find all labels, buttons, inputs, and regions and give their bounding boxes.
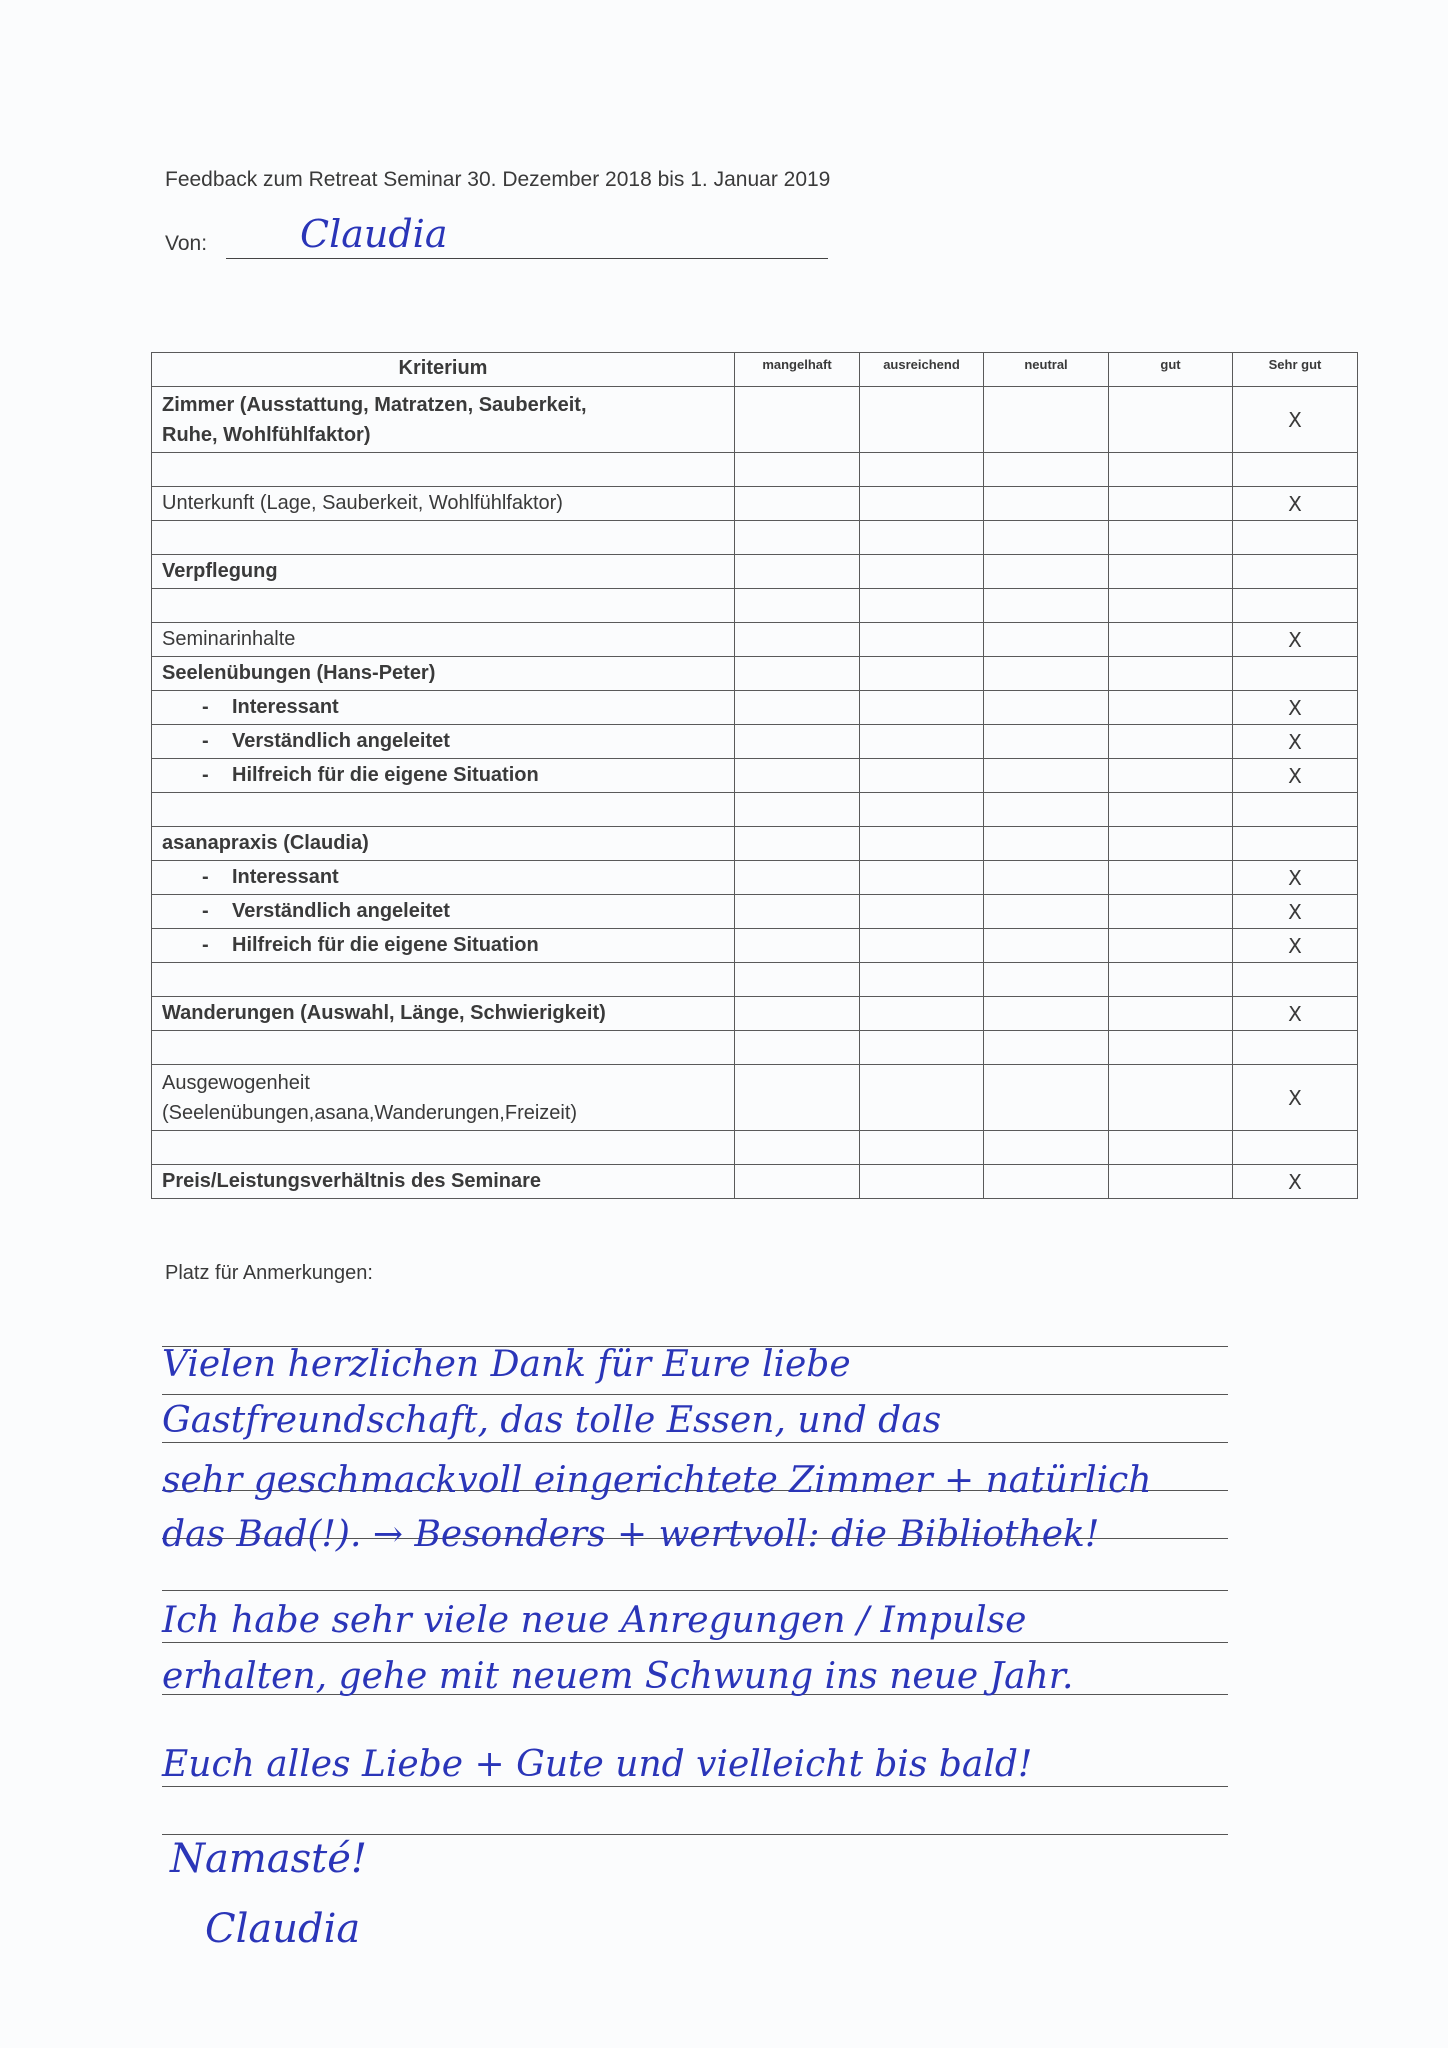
rating-mark-sehr-gut bbox=[1233, 1131, 1358, 1165]
criterion-cell: Wanderungen (Auswahl, Länge, Schwierigkeit) bbox=[152, 997, 735, 1031]
header-mangelhaft: mangelhaft bbox=[735, 353, 860, 387]
table-row bbox=[152, 759, 1358, 793]
rating-cell-gut bbox=[1109, 725, 1233, 759]
criterion-cell bbox=[152, 929, 735, 963]
rating-cell-mangelhaft bbox=[735, 487, 860, 521]
von-underline bbox=[226, 258, 828, 259]
rating-cell-ausreichend bbox=[860, 1065, 984, 1131]
note-rule bbox=[162, 1394, 1228, 1395]
rating-cell-ausreichend bbox=[860, 861, 984, 895]
rating-cell-gut bbox=[1109, 487, 1233, 521]
rating-cell-neutral bbox=[984, 861, 1109, 895]
rating-cell-neutral bbox=[984, 589, 1109, 623]
rating-mark-sehr-gut: X bbox=[1233, 929, 1358, 963]
rating-cell-gut bbox=[1109, 1131, 1233, 1165]
rating-cell-neutral bbox=[984, 929, 1109, 963]
note-line: Vielen herzlichen Dank für Eure liebe bbox=[162, 1344, 851, 1385]
criterion-label-2: Ruhe, Wohlfühlfaktor) bbox=[162, 423, 371, 446]
table-row bbox=[152, 691, 1358, 725]
bullet-dash: - bbox=[202, 764, 209, 786]
rating-cell-mangelhaft bbox=[735, 861, 860, 895]
rating-cell-neutral bbox=[984, 963, 1109, 997]
rating-mark-sehr-gut: X bbox=[1233, 725, 1358, 759]
rating-cell-neutral bbox=[984, 895, 1109, 929]
rating-cell-mangelhaft bbox=[735, 725, 860, 759]
rating-cell-neutral bbox=[984, 387, 1109, 453]
criterion-label: Zimmer (Ausstattung, Matratzen, Sauberkeit, bbox=[162, 393, 587, 416]
rating-cell-mangelhaft bbox=[735, 657, 860, 691]
form-title: Feedback zum Retreat Seminar 30. Dezember 2018 bis 1. Januar 2019 bbox=[165, 168, 831, 191]
rating-cell-ausreichend bbox=[860, 555, 984, 589]
rating-cell-ausreichend bbox=[860, 691, 984, 725]
rating-cell-mangelhaft bbox=[735, 623, 860, 657]
rating-cell-neutral bbox=[984, 793, 1109, 827]
criterion-label: Hilfreich für die eigene Situation bbox=[232, 934, 539, 956]
spacer-row bbox=[152, 793, 1358, 827]
table-row bbox=[152, 555, 1358, 589]
spacer-row bbox=[152, 963, 1358, 997]
rating-cell-mangelhaft bbox=[735, 929, 860, 963]
rating-mark-sehr-gut: X bbox=[1233, 1165, 1358, 1199]
rating-cell-gut bbox=[1109, 929, 1233, 963]
rating-mark-sehr-gut: X bbox=[1233, 387, 1358, 453]
criterion-cell: Seminarinhalte bbox=[152, 623, 735, 657]
rating-cell-neutral bbox=[984, 487, 1109, 521]
criterion-cell bbox=[152, 725, 735, 759]
rating-cell-gut bbox=[1109, 691, 1233, 725]
handwritten-signature: Claudia bbox=[205, 1906, 361, 1952]
von-handwritten-name: Claudia bbox=[300, 212, 448, 256]
criterion-cell bbox=[152, 453, 735, 487]
rating-cell-neutral bbox=[984, 1165, 1109, 1199]
rating-cell-ausreichend bbox=[860, 929, 984, 963]
header-sehr-gut: Sehr gut bbox=[1233, 353, 1358, 387]
criterion-label: Ausgewogenheit bbox=[162, 1071, 310, 1094]
rating-cell-ausreichend bbox=[860, 725, 984, 759]
rating-cell-ausreichend bbox=[860, 1031, 984, 1065]
header-neutral: neutral bbox=[984, 353, 1109, 387]
table-row bbox=[152, 895, 1358, 929]
criterion-cell bbox=[152, 691, 735, 725]
rating-cell-mangelhaft bbox=[735, 1131, 860, 1165]
rating-cell-ausreichend bbox=[860, 657, 984, 691]
table-row bbox=[152, 387, 1358, 453]
rating-cell-mangelhaft bbox=[735, 387, 860, 453]
table-row bbox=[152, 623, 1358, 657]
rating-table bbox=[151, 352, 1358, 1199]
spacer-row bbox=[152, 1131, 1358, 1165]
rating-cell-ausreichend bbox=[860, 997, 984, 1031]
rating-cell-ausreichend bbox=[860, 895, 984, 929]
criterion-label: Hilfreich für die eigene Situation bbox=[232, 764, 539, 786]
rating-mark-sehr-gut bbox=[1233, 963, 1358, 997]
rating-cell-mangelhaft bbox=[735, 1031, 860, 1065]
rating-cell-ausreichend bbox=[860, 1131, 984, 1165]
criterion-cell bbox=[152, 589, 735, 623]
criterion-label-2: (Seelenübungen,asana,Wanderungen,Freizeit) bbox=[162, 1101, 578, 1124]
spacer-row bbox=[152, 1031, 1358, 1065]
note-rule bbox=[162, 1834, 1228, 1835]
header-gut: gut bbox=[1109, 353, 1233, 387]
rating-cell-gut bbox=[1109, 793, 1233, 827]
rating-cell-mangelhaft bbox=[735, 691, 860, 725]
rating-cell-ausreichend bbox=[860, 387, 984, 453]
rating-mark-sehr-gut bbox=[1233, 521, 1358, 555]
rating-mark-sehr-gut: X bbox=[1233, 691, 1358, 725]
rating-cell-neutral bbox=[984, 623, 1109, 657]
note-rule bbox=[162, 1786, 1228, 1787]
rating-cell-mangelhaft bbox=[735, 453, 860, 487]
criterion-cell bbox=[152, 895, 735, 929]
handwritten-greeting: Namasté! bbox=[170, 1836, 367, 1882]
criterion-cell bbox=[152, 1065, 735, 1131]
note-line: Ich habe sehr viele neue Anregungen / Impulse bbox=[162, 1600, 1027, 1641]
rating-mark-sehr-gut: X bbox=[1233, 623, 1358, 657]
rating-cell-gut bbox=[1109, 997, 1233, 1031]
bullet-dash: - bbox=[202, 934, 209, 956]
criterion-cell bbox=[152, 963, 735, 997]
note-rule bbox=[162, 1642, 1228, 1643]
rating-cell-neutral bbox=[984, 521, 1109, 555]
rating-cell-neutral bbox=[984, 453, 1109, 487]
criterion-label: Verständlich angeleitet bbox=[232, 730, 450, 752]
rating-cell-mangelhaft bbox=[735, 555, 860, 589]
note-line: erhalten, gehe mit neuem Schwung ins neue Jahr. bbox=[162, 1656, 1074, 1697]
rating-mark-sehr-gut bbox=[1233, 827, 1358, 861]
rating-mark-sehr-gut: X bbox=[1233, 1065, 1358, 1131]
criterion-label: Interessant bbox=[232, 866, 339, 888]
criterion-cell: Seelenübungen (Hans-Peter) bbox=[152, 657, 735, 691]
note-rule bbox=[162, 1590, 1228, 1591]
rating-mark-sehr-gut bbox=[1233, 1031, 1358, 1065]
rating-cell-neutral bbox=[984, 997, 1109, 1031]
rating-mark-sehr-gut bbox=[1233, 589, 1358, 623]
table-row bbox=[152, 827, 1358, 861]
rating-cell-mangelhaft bbox=[735, 997, 860, 1031]
rating-cell-ausreichend bbox=[860, 623, 984, 657]
rating-mark-sehr-gut: X bbox=[1233, 997, 1358, 1031]
header-ausreichend: ausreichend bbox=[860, 353, 984, 387]
criterion-cell bbox=[152, 1031, 735, 1065]
rating-cell-ausreichend bbox=[860, 963, 984, 997]
rating-cell-gut bbox=[1109, 453, 1233, 487]
spacer-row bbox=[152, 589, 1358, 623]
rating-cell-gut bbox=[1109, 623, 1233, 657]
bullet-dash: - bbox=[202, 866, 209, 888]
criterion-cell: Unterkunft (Lage, Sauberkeit, Wohlfühlfaktor) bbox=[152, 487, 735, 521]
von-label: Von: bbox=[165, 232, 208, 255]
rating-cell-neutral bbox=[984, 827, 1109, 861]
rating-cell-gut bbox=[1109, 555, 1233, 589]
table-row bbox=[152, 725, 1358, 759]
criterion-label: Interessant bbox=[232, 696, 339, 718]
rating-cell-gut bbox=[1109, 895, 1233, 929]
bullet-dash: - bbox=[202, 730, 209, 752]
rating-cell-gut bbox=[1109, 589, 1233, 623]
rating-mark-sehr-gut bbox=[1233, 793, 1358, 827]
criterion-cell: Verpflegung bbox=[152, 555, 735, 589]
rating-cell-ausreichend bbox=[860, 453, 984, 487]
rating-cell-neutral bbox=[984, 691, 1109, 725]
rating-cell-ausreichend bbox=[860, 521, 984, 555]
criterion-cell bbox=[152, 1131, 735, 1165]
rating-cell-neutral bbox=[984, 1031, 1109, 1065]
header-kriterium: Kriterium bbox=[152, 353, 735, 387]
rating-cell-neutral bbox=[984, 1065, 1109, 1131]
rating-mark-sehr-gut: X bbox=[1233, 861, 1358, 895]
criterion-cell bbox=[152, 759, 735, 793]
notes-label: Platz für Anmerkungen: bbox=[165, 1262, 373, 1284]
rating-cell-gut bbox=[1109, 1031, 1233, 1065]
table-row bbox=[152, 1165, 1358, 1199]
rating-mark-sehr-gut: X bbox=[1233, 895, 1358, 929]
rating-cell-gut bbox=[1109, 861, 1233, 895]
criterion-label: Verständlich angeleitet bbox=[232, 900, 450, 922]
note-rule bbox=[162, 1442, 1228, 1443]
rating-cell-gut bbox=[1109, 1065, 1233, 1131]
rating-cell-neutral bbox=[984, 725, 1109, 759]
rating-cell-ausreichend bbox=[860, 487, 984, 521]
table-header-row bbox=[152, 353, 1358, 387]
rating-mark-sehr-gut: X bbox=[1233, 759, 1358, 793]
bullet-dash: - bbox=[202, 696, 209, 718]
table-row bbox=[152, 1065, 1358, 1131]
rating-cell-ausreichend bbox=[860, 793, 984, 827]
note-line: Euch alles Liebe + Gute und vielleicht bis bald! bbox=[162, 1744, 1033, 1785]
rating-mark-sehr-gut bbox=[1233, 453, 1358, 487]
note-line: das Bad(!). → Besonders + wertvoll: die Bibliothek! bbox=[162, 1514, 1100, 1555]
rating-cell-mangelhaft bbox=[735, 895, 860, 929]
rating-cell-neutral bbox=[984, 555, 1109, 589]
rating-cell-mangelhaft bbox=[735, 793, 860, 827]
rating-cell-mangelhaft bbox=[735, 521, 860, 555]
table-row bbox=[152, 861, 1358, 895]
rating-mark-sehr-gut: X bbox=[1233, 487, 1358, 521]
rating-cell-gut bbox=[1109, 521, 1233, 555]
criterion-cell: Preis/Leistungsverhältnis des Seminare bbox=[152, 1165, 735, 1199]
criterion-cell bbox=[152, 521, 735, 555]
rating-cell-gut bbox=[1109, 657, 1233, 691]
bullet-dash: - bbox=[202, 900, 209, 922]
spacer-row bbox=[152, 453, 1358, 487]
rating-mark-sehr-gut bbox=[1233, 657, 1358, 691]
table-row bbox=[152, 657, 1358, 691]
rating-cell-ausreichend bbox=[860, 1165, 984, 1199]
table-row bbox=[152, 929, 1358, 963]
criterion-cell bbox=[152, 387, 735, 453]
rating-cell-mangelhaft bbox=[735, 827, 860, 861]
rating-mark-sehr-gut bbox=[1233, 555, 1358, 589]
table-row bbox=[152, 997, 1358, 1031]
rating-cell-mangelhaft bbox=[735, 1065, 860, 1131]
rating-cell-ausreichend bbox=[860, 589, 984, 623]
rating-cell-gut bbox=[1109, 827, 1233, 861]
rating-cell-ausreichend bbox=[860, 827, 984, 861]
rating-cell-gut bbox=[1109, 759, 1233, 793]
table-row bbox=[152, 487, 1358, 521]
rating-cell-gut bbox=[1109, 387, 1233, 453]
note-line: Gastfreundschaft, das tolle Essen, und das bbox=[162, 1400, 942, 1441]
rating-cell-ausreichend bbox=[860, 759, 984, 793]
rating-cell-gut bbox=[1109, 1165, 1233, 1199]
rating-cell-mangelhaft bbox=[735, 759, 860, 793]
rating-cell-mangelhaft bbox=[735, 1165, 860, 1199]
note-line: sehr geschmackvoll eingerichtete Zimmer + natürlich bbox=[162, 1460, 1152, 1501]
criterion-cell bbox=[152, 861, 735, 895]
rating-cell-mangelhaft bbox=[735, 589, 860, 623]
rating-cell-neutral bbox=[984, 657, 1109, 691]
rating-cell-neutral bbox=[984, 1131, 1109, 1165]
rating-cell-neutral bbox=[984, 759, 1109, 793]
rating-cell-gut bbox=[1109, 963, 1233, 997]
rating-cell-mangelhaft bbox=[735, 963, 860, 997]
spacer-row bbox=[152, 521, 1358, 555]
criterion-cell: asanapraxis (Claudia) bbox=[152, 827, 735, 861]
criterion-cell bbox=[152, 793, 735, 827]
